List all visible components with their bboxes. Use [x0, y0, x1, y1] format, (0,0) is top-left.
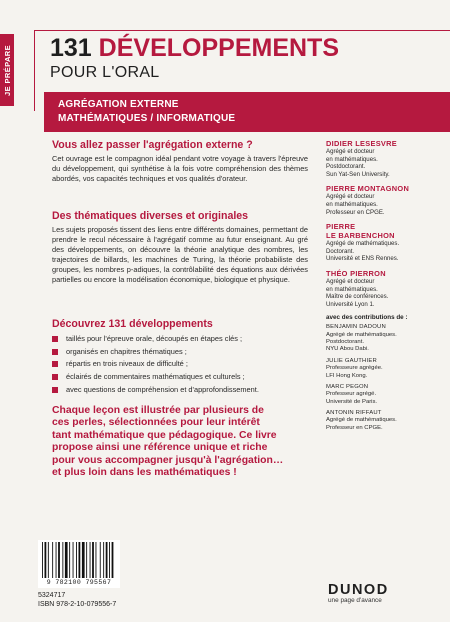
highlight-quote [52, 405, 314, 479]
contributor-name: BENJAMIN DADOUN [326, 324, 386, 331]
section-intro [52, 139, 308, 184]
section-features-heading: Découvrez 131 développements [52, 318, 213, 330]
section-features [52, 318, 312, 397]
bullet-square-icon [52, 336, 58, 342]
quote-line: tant mathématique que pédagogique. Ce livre [52, 429, 277, 441]
exam-banner [44, 92, 450, 132]
contributor-entry: ANTONIN RIFFAUT Agrégé de mathématiques. Professeur en CPGE. [326, 410, 444, 432]
bullet-square-icon [52, 374, 58, 380]
quote-line: propose ainsi une référence unique et riche [52, 442, 268, 454]
title-word: DÉVELOPPEMENTS [98, 34, 339, 62]
list-item: éclairés de commentaires mathématiques et culturels ; [52, 371, 312, 384]
authors-column [326, 139, 444, 436]
barcode-icon [40, 542, 118, 578]
author-name: THÉO PIERRON [326, 268, 386, 278]
contributor-name: ANTONIN RIFFAUT [326, 409, 382, 416]
publication-ref [38, 592, 116, 609]
barcode-number: 9 782100 795567 [38, 579, 120, 586]
list-item: organisés en chapitres thématiques ; [52, 346, 312, 359]
bullet-square-icon [52, 349, 58, 355]
publisher-logo [328, 582, 408, 604]
quote-line: ces perles, sélectionnées pour leur intérêt [52, 417, 260, 429]
book-title [50, 34, 339, 63]
series-tab-label: JE PRÉPARE [2, 44, 12, 96]
banner-line-1: AGRÉGATION EXTERNE [58, 99, 179, 110]
section-themes-text: Les sujets proposés tissent des liens entre différents domaines, permettant de prendre le recul nécessaire à l'agrégatif comme au futur enseignant. Au gré des développements, on découvre la théorie analytique des nombres, les trajectoires de billards, les machines de Turing, la théorie probabiliste des groupes, les nombres p-adiques, la contrôlabilité des équations aux dérivées partielles ou encore la modélisation économique, biologique et physique. [52, 225, 308, 285]
author-name: LE BARBENCHON [326, 231, 395, 241]
publisher-tagline: une page d'avance [328, 597, 382, 604]
author-entry: PIERRE MONTAGNON Agrégé et docteur en mathématiques. Professeur en CPGE. [326, 184, 444, 216]
bullet-square-icon [52, 387, 58, 393]
banner-line-2: MATHÉMATIQUES / INFORMATIQUE [58, 113, 236, 124]
section-intro-heading: Vous allez passer l'agrégation externe ? [52, 139, 253, 151]
author-entry: THÉO PIERRON Agrégé et docteur en mathématiques. Maître de conférences. Université Lyon 1. [326, 269, 444, 308]
section-themes-heading: Des thématiques diverses et originales [52, 210, 249, 222]
section-intro-text: Cet ouvrage est le compagnon idéal pendant votre voyage à travers l'épreuve du développement, qui synthétise à la fois votre compréhension des thèmes abordés, vos capacités techniques et vos qualités d'orateur. [52, 154, 308, 184]
list-item: répartis en trois niveaux de difficulté ; [52, 358, 312, 371]
contributor-entry: MARC PEGON Professeur agrégé. Université de Paris. [326, 384, 444, 406]
contributor-name: JULIE GAUTHIER [326, 357, 377, 364]
quote-line: et plus loin dans les mathématiques ! [52, 467, 237, 479]
publisher-name: DUNOD [328, 582, 389, 598]
quote-line: pour vous accompagner jusqu'à l'agrégation… [52, 454, 284, 466]
author-name: PIERRE MONTAGNON [326, 184, 410, 194]
contributor-entry: BENJAMIN DADOUN Agrégé de mathématiques. Postdoctorant. NYU Abou Dabi. [326, 324, 444, 353]
quote-line: Chaque leçon est illustrée par plusieurs de [52, 405, 264, 416]
isbn: ISBN 978-2-10-079556-7 [38, 600, 117, 608]
author-entry: PIERRE LE BARBENCHON Agrégé de mathématiques. Doctorant. Université et ENS Rennes. [326, 222, 444, 263]
feature-list [52, 333, 312, 397]
contributions-heading: avec des contributions de : [326, 314, 408, 322]
title-number: 131 [50, 34, 92, 62]
list-item: taillés pour l'épreuve orale, découpés en étapes clés ; [52, 333, 312, 346]
author-entry: DIDIER LESESVRE Agrégé et docteur en mathématiques. Postdoctorant. Sun Yat-Sen University. [326, 139, 444, 178]
author-name: DIDIER LESESVRE [326, 139, 398, 148]
bullet-square-icon [52, 361, 58, 367]
list-item: avec questions de compréhension et d'approfondissement. [52, 384, 312, 397]
author-name: PIERRE [326, 222, 356, 232]
book-subtitle: POUR L'ORAL [50, 64, 160, 81]
section-themes [52, 210, 308, 286]
ref-code: 5324717 [38, 592, 66, 599]
series-tab [0, 34, 14, 106]
contributor-name: MARC PEGON [326, 383, 369, 390]
contributor-entry: JULIE GAUTHIER Professeure agrégée. LFI Hong Kong. [326, 358, 444, 380]
